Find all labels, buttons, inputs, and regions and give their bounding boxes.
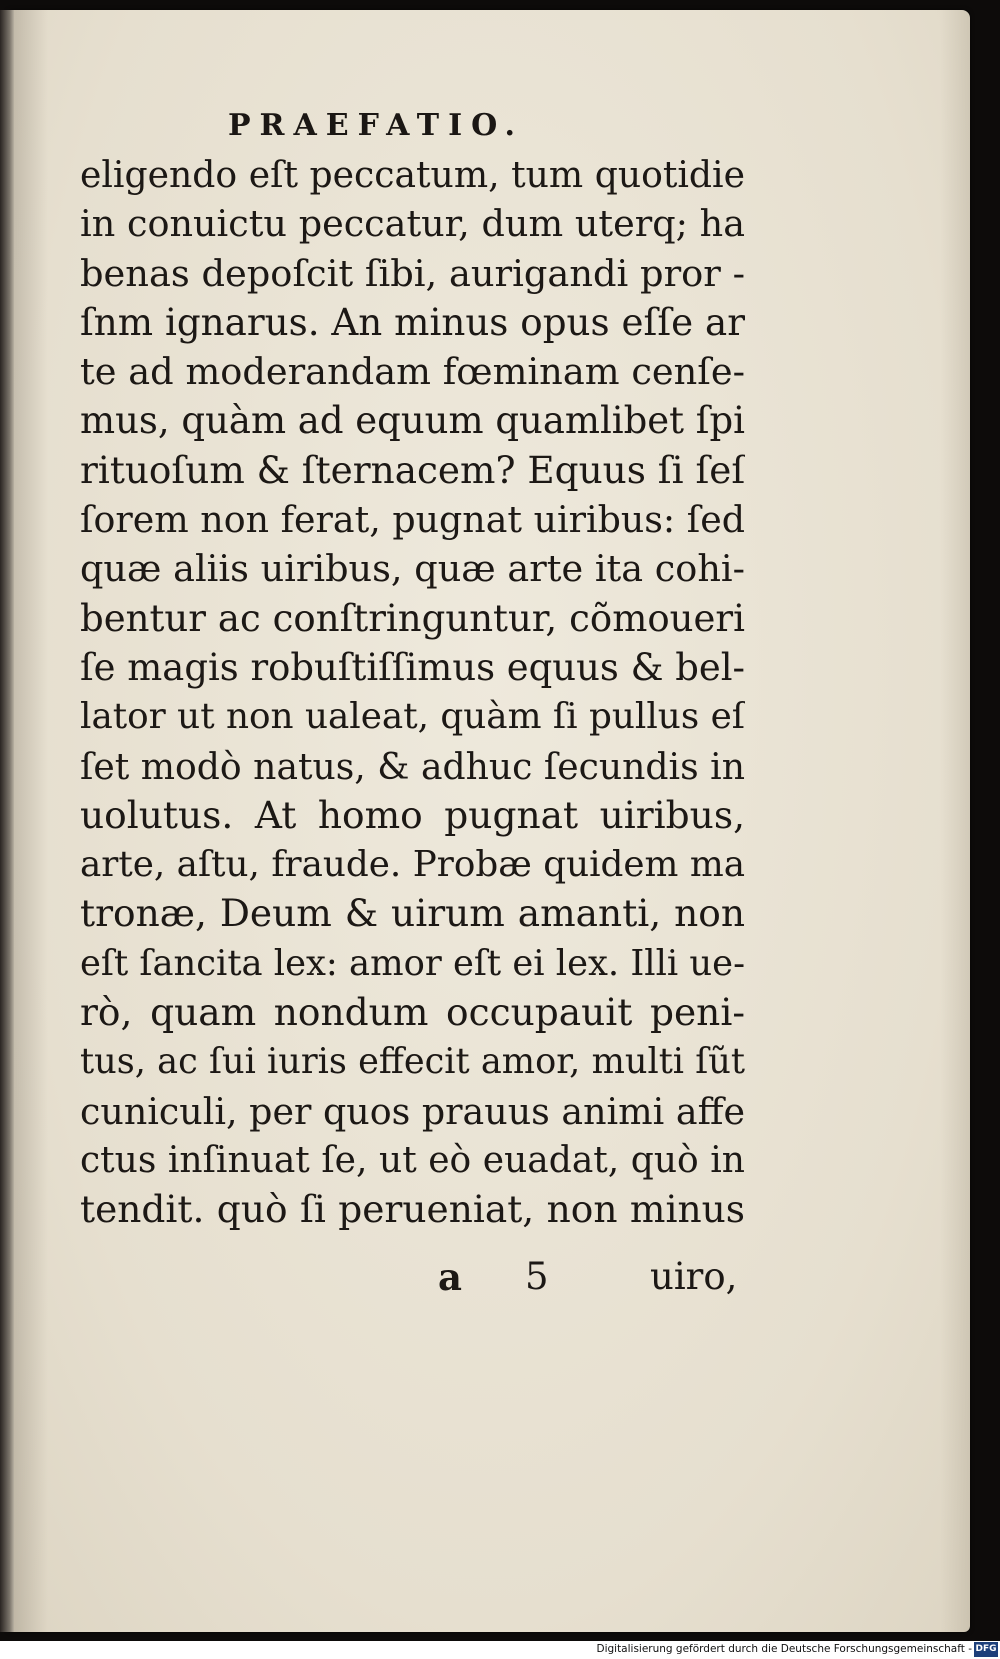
dfg-logo: DFG (974, 1642, 998, 1657)
text-line: ſet modò natus, & adhuc ſecundis in (80, 744, 745, 788)
text-line: tendit. quò ſi perueniat, non minus (80, 1187, 745, 1232)
text-line: ctus inſinuat ſe, ut eò euadat, quò in (80, 1139, 745, 1181)
text-line: eligendo eſt peccatum, tum quotidie (80, 153, 745, 196)
text-line: mus, quàm ad equum quamlibet ſpi (80, 399, 745, 443)
text-line: in conuictu peccatur, dum uterq; ha (80, 202, 745, 246)
text-line: ſorem non ferat, pugnat uiribus: ſed (80, 498, 745, 542)
footer-credit: Digitalisierung gefördert durch die Deutsche Forschungsgemeinschaft - (596, 1643, 972, 1655)
text-line: eſt ſancita lex: amor eſt ei lex. Illi ue- (80, 942, 745, 984)
text-line: arte, aſtu, fraude. Probæ quidem ma (80, 844, 745, 886)
signature-number: 5 (525, 1255, 549, 1298)
text-line: te ad moderandam fœminam cenſe- (80, 350, 745, 394)
body-text (80, 150, 745, 1235)
text-line: ſnm ignarus. An minus opus eſſe ar (80, 299, 745, 344)
running-head: PRAEFATIO. (228, 108, 524, 143)
signature-mark: a (438, 1255, 462, 1299)
text-line: rò, quam nondum occupauit peni- (80, 990, 745, 1035)
text-line: tronæ, Deum & uirum amanti, non (80, 891, 745, 936)
text-line: benas depoſcit ſibi, aurigandi pror - (80, 251, 745, 295)
book-spine-edge (0, 10, 14, 1632)
text-line: uolutus. At homo pugnat uiribus, (80, 792, 745, 837)
text-line: quæ aliis uiribus, quæ arte ita cohi- (80, 547, 745, 591)
text-line: lator ut non ualeat, quàm ſi pullus eſ (80, 696, 745, 738)
text-line: bentur ac conſtringuntur, cõmoueri (80, 596, 745, 640)
catchword: uiro, (650, 1255, 738, 1298)
text-line: rituoſum & ſternacem? Equus ſi ſeſ (80, 447, 745, 492)
text-line: ſe magis robuſtiſſimus equus & bel- (80, 645, 745, 689)
text-line: tus, ac ſui iuris effecit amor, multi ſũt (80, 1041, 745, 1083)
text-line: cuniculi, per quos prauus animi affe (80, 1089, 745, 1133)
